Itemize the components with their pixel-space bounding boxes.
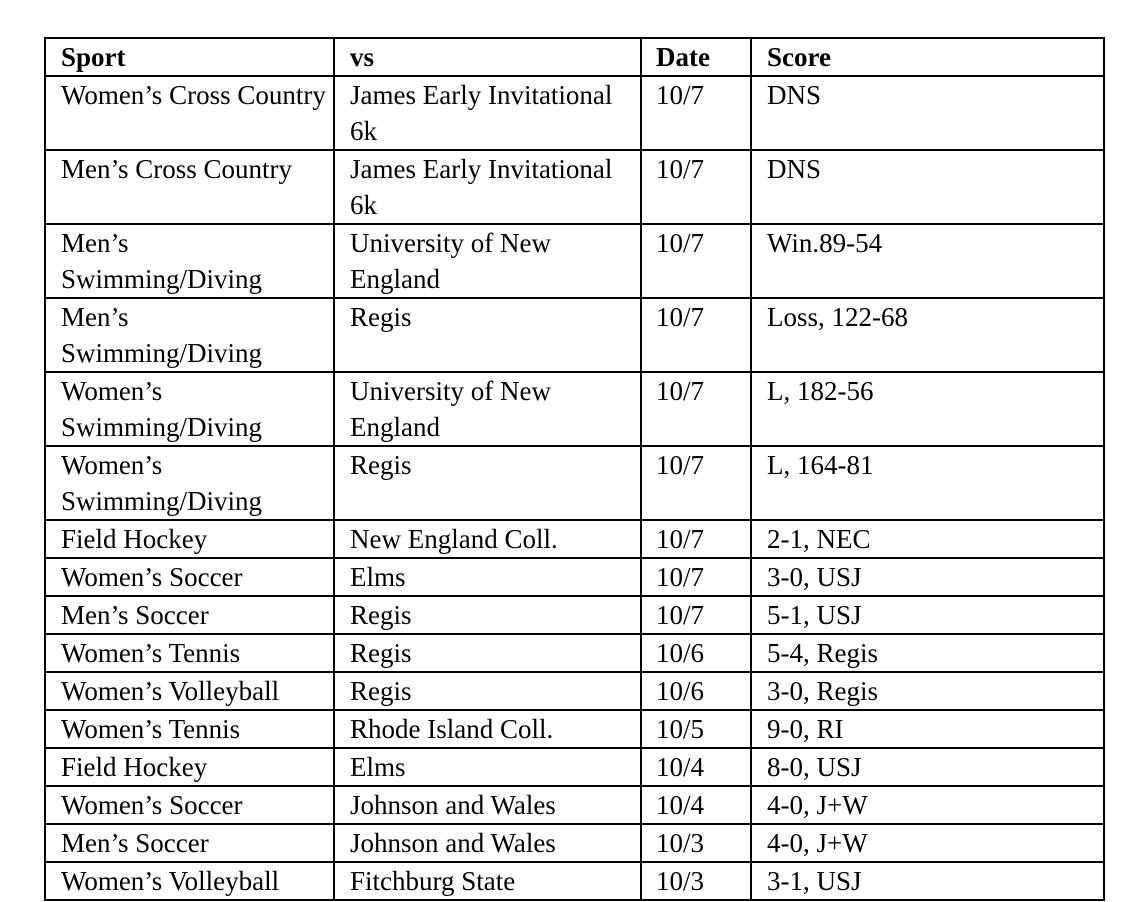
cell-date: 10/7: [641, 298, 751, 372]
cell-date: 10/3: [641, 862, 751, 900]
cell-date: 10/7: [641, 596, 751, 634]
table-row: [45, 672, 1104, 710]
cell-date: 10/5: [641, 710, 751, 748]
cell-score: 4-0, J+W: [751, 824, 1104, 862]
table-row: [45, 824, 1104, 862]
header-sport: Sport: [45, 38, 334, 76]
cell-sport: Women’s Soccer: [45, 786, 334, 824]
table-row: [45, 224, 1104, 298]
table-row: [45, 748, 1104, 786]
cell-date: 10/7: [641, 446, 751, 520]
cell-score: DNS: [751, 76, 1104, 150]
results-table: [44, 37, 1105, 901]
cell-date: 10/4: [641, 786, 751, 824]
cell-date: 10/7: [641, 76, 751, 150]
cell-vs: Regis: [334, 596, 641, 634]
table-row: [45, 76, 1104, 150]
cell-sport: Men’s Soccer: [45, 596, 334, 634]
cell-score: L, 182-56: [751, 372, 1104, 446]
table-row: [45, 710, 1104, 748]
cell-vs: Johnson and Wales: [334, 824, 641, 862]
table-row: [45, 558, 1104, 596]
cell-score: DNS: [751, 150, 1104, 224]
cell-vs: Elms: [334, 748, 641, 786]
table-row: [45, 372, 1104, 446]
header-score: Score: [751, 38, 1104, 76]
cell-vs: Regis: [334, 298, 641, 372]
table-row: [45, 634, 1104, 672]
cell-score: 2-1, NEC: [751, 520, 1104, 558]
cell-score: 8-0, USJ: [751, 748, 1104, 786]
cell-score: Win.89-54: [751, 224, 1104, 298]
results-body: [45, 76, 1104, 900]
header-date: Date: [641, 38, 751, 76]
cell-sport: Men’s Soccer: [45, 824, 334, 862]
cell-score: Loss, 122-68: [751, 298, 1104, 372]
cell-score: 5-4, Regis: [751, 634, 1104, 672]
cell-sport: Field Hockey: [45, 748, 334, 786]
cell-sport: Men’s Swimming/Diving: [45, 298, 334, 372]
cell-sport: Women’s Cross Country: [45, 76, 334, 150]
table-row: [45, 520, 1104, 558]
table-row: [45, 862, 1104, 900]
cell-score: 3-1, USJ: [751, 862, 1104, 900]
cell-vs: Elms: [334, 558, 641, 596]
cell-sport: Women’s Swimming/Diving: [45, 446, 334, 520]
cell-sport: Field Hockey: [45, 520, 334, 558]
table-row: [45, 596, 1104, 634]
cell-date: 10/7: [641, 224, 751, 298]
cell-vs: University of New England: [334, 372, 641, 446]
cell-vs: Regis: [334, 446, 641, 520]
cell-sport: Women’s Soccer: [45, 558, 334, 596]
cell-vs: Johnson and Wales: [334, 786, 641, 824]
table-row: [45, 150, 1104, 224]
cell-sport: Women’s Volleyball: [45, 672, 334, 710]
cell-sport: Women’s Swimming/Diving: [45, 372, 334, 446]
cell-score: L, 164-81: [751, 446, 1104, 520]
cell-vs: James Early Invitational 6k: [334, 150, 641, 224]
cell-sport: Women’s Tennis: [45, 710, 334, 748]
cell-score: 3-0, Regis: [751, 672, 1104, 710]
cell-date: 10/7: [641, 372, 751, 446]
cell-score: 5-1, USJ: [751, 596, 1104, 634]
cell-date: 10/6: [641, 634, 751, 672]
cell-vs: New England Coll.: [334, 520, 641, 558]
cell-date: 10/3: [641, 824, 751, 862]
cell-date: 10/7: [641, 150, 751, 224]
cell-sport: Men’s Swimming/Diving: [45, 224, 334, 298]
cell-sport: Men’s Cross Country: [45, 150, 334, 224]
cell-score: 3-0, USJ: [751, 558, 1104, 596]
cell-vs: University of New England: [334, 224, 641, 298]
cell-score: 9-0, RI: [751, 710, 1104, 748]
cell-vs: Regis: [334, 672, 641, 710]
cell-sport: Women’s Volleyball: [45, 862, 334, 900]
cell-score: 4-0, J+W: [751, 786, 1104, 824]
table-row: [45, 446, 1104, 520]
cell-date: 10/4: [641, 748, 751, 786]
cell-vs: James Early Invitational 6k: [334, 76, 641, 150]
cell-vs: Rhode Island Coll.: [334, 710, 641, 748]
header-row: [45, 38, 1104, 76]
cell-date: 10/7: [641, 520, 751, 558]
cell-sport: Women’s Tennis: [45, 634, 334, 672]
header-vs: vs: [334, 38, 641, 76]
table-row: [45, 786, 1104, 824]
table-row: [45, 298, 1104, 372]
cell-date: 10/6: [641, 672, 751, 710]
cell-vs: Regis: [334, 634, 641, 672]
cell-vs: Fitchburg State: [334, 862, 641, 900]
cell-date: 10/7: [641, 558, 751, 596]
